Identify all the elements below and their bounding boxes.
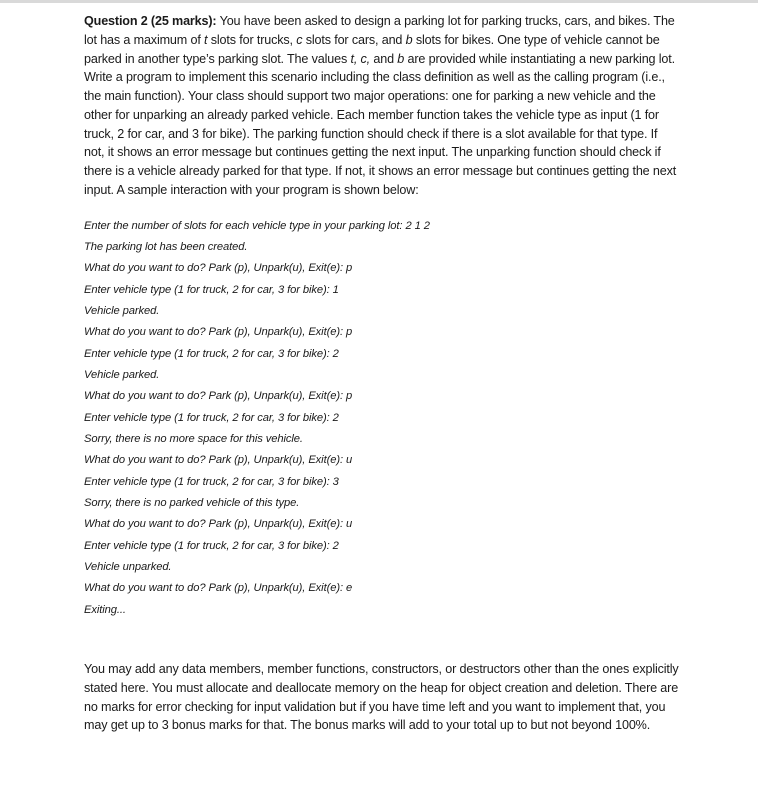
question-paragraph (84, 12, 680, 200)
transcript-line: Vehicle parked. (84, 368, 160, 381)
transcript-line: Enter vehicle type (1 for truck, 2 for car, 3 for bike): 2 (84, 347, 339, 360)
var-b-2: b (397, 51, 405, 66)
transcript-line: Enter vehicle type (1 for truck, 2 for car, 3 for bike): 1 (84, 283, 339, 296)
transcript-line: What do you want to do? Park (p), Unpark(u), Exit(e): p (84, 326, 353, 339)
question-text-5: and (370, 51, 398, 66)
question-text-1: You have been asked to design a parking lot for parking trucks, cars, and bikes. The lot has a maximum of (84, 14, 675, 47)
transcript-line: What do you want to do? Park (p), Unpark(u), Exit(e): e (84, 582, 353, 595)
question-text-4: slots for bikes. One type of vehicle cannot be parked in another type’s parking slot. The values (84, 32, 660, 66)
transcript-line: What do you want to do? Park (p), Unpark(u), Exit(e): u (84, 454, 353, 467)
document-page (84, 12, 680, 735)
question-text-3: slots for cars, and (302, 32, 406, 47)
transcript-line: Enter the number of slots for each vehicle type in your parking lot: 2 1 2 (84, 219, 430, 232)
transcript-line: Vehicle unparked. (84, 561, 172, 573)
sample-interaction (84, 218, 680, 624)
top-divider (0, 0, 758, 3)
transcript-line: What do you want to do? Park (p), Unpark(u), Exit(e): u (84, 518, 353, 531)
question-heading: Question 2 (25 marks): (84, 14, 217, 28)
question-text-6: are provided while instantiating a new parking lot. Write a program to implement this scenario including the class definition as well as the calling program (i.e., the main function). Your class should support two major operations: one for parking a new vehicle and the other for unparking an already parked vehicle. Each member function takes the vehicle type as input (1 for truck, 2 for car, and 3 for bike). The parking function should check if there is a slot available for that type. If not, it shows an error message but continues getting the next input. The unparking function should check if there is a vehicle already parked for that type. If not, it shows an error message but continues getting the next input. A sample interaction with your program is shown below: (84, 51, 677, 197)
var-b: b (405, 32, 413, 47)
question-text-2: slots for trucks, (207, 32, 297, 47)
transcript-line: What do you want to do? Park (p), Unpark(u), Exit(e): p (84, 262, 353, 275)
transcript-line: Vehicle parked. (84, 304, 160, 317)
transcript-line: Sorry, there is no more space for this vehicle. (84, 432, 303, 445)
transcript-line: Sorry, there is no parked vehicle of this type. (84, 496, 300, 509)
transcript-line: Exiting... (84, 603, 126, 616)
var-t: t (204, 32, 208, 47)
transcript-line: The parking lot has been created. (84, 240, 248, 253)
transcript-line: Enter vehicle type (1 for truck, 2 for car, 3 for bike): 2 (84, 411, 339, 424)
transcript-line: Enter vehicle type (1 for truck, 2 for car, 3 for bike): 2 (84, 539, 339, 552)
var-c: c (296, 32, 303, 47)
var-tc: t, c, (350, 51, 371, 66)
closing-paragraph: You may add any data members, member functions, constructors, or destructors other than the ones explicitly stated here. You must allocate and deallocate memory on the heap for object creation and deletion. There are no marks for error checking for input validation but if you have time left and you want to implement that, you may get up to 3 bonus marks for that. The bonus marks will add to your total up to but not beyond 100%. (84, 662, 679, 733)
transcript-line: What do you want to do? Park (p), Unpark(u), Exit(e): p (84, 390, 353, 403)
transcript-line: Enter vehicle type (1 for truck, 2 for car, 3 for bike): 3 (84, 475, 339, 488)
